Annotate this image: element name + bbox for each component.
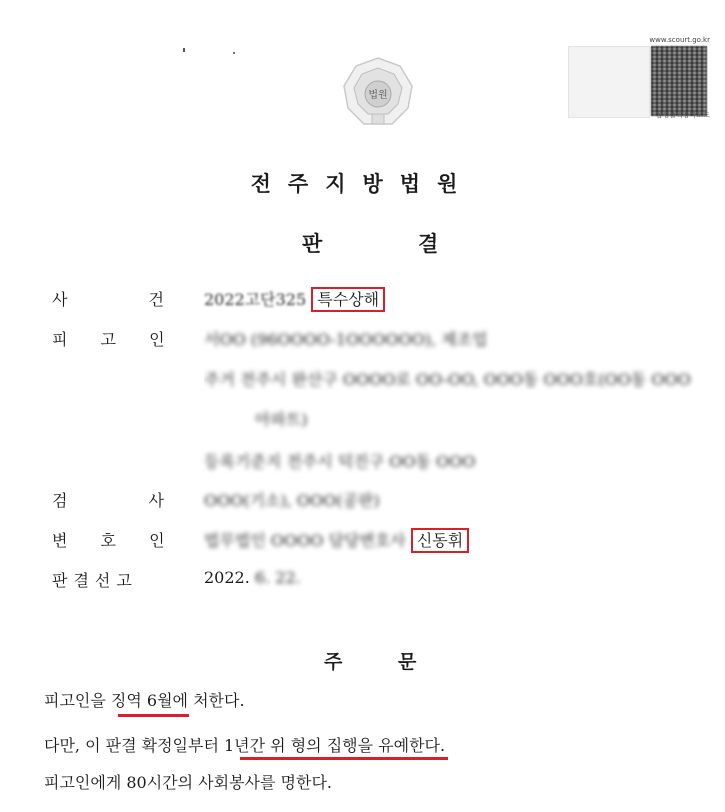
prosecutor-value: OOO(기소), OOO(공판) <box>204 491 380 510</box>
case-value <box>204 287 385 310</box>
prosecutor-label: 검 사 <box>52 491 202 510</box>
barcode-label: 음성출력용바코드 <box>655 111 710 119</box>
defendant-label: 피 고 인 <box>52 330 179 349</box>
verdict-date-label: 판결선고 <box>52 571 138 590</box>
order-line-1-underline <box>118 714 189 717</box>
barcode-field <box>568 46 650 118</box>
defense-name-highlight: 신동휘 <box>411 528 469 553</box>
verdict-date-value: 2022. 6. 22. <box>204 568 301 587</box>
title-right: 결 <box>418 231 439 256</box>
court-url: www.scourt.go.kr <box>649 36 710 44</box>
title-left: 판 <box>302 231 323 256</box>
defendant-line-3: 아파트) <box>255 410 308 429</box>
court-emblem <box>338 52 418 132</box>
defendant-line-4: 등록기준지 전주시 덕진구 OO동 OOO <box>204 452 476 471</box>
defendant-line-1: 서OO (96OOOO-1OOOOOO), 제조업 <box>204 330 488 349</box>
scan-mark <box>183 48 185 52</box>
defendant-line-2: 주거 전주시 완산구 OOOO로 OO-OO, OOO동 OOO호(OO동 OOO <box>204 370 691 389</box>
order-line-1: 피고인을 징역 6월에 처한다. <box>44 691 245 710</box>
scan-mark <box>233 52 235 54</box>
offense-highlight: 특수상해 <box>311 287 385 312</box>
case-number: 2022고단325 <box>204 290 307 309</box>
qr-code-icon <box>651 46 707 116</box>
order-line-3: 피고인에게 80시간의 사회봉사를 명한다. <box>44 773 332 792</box>
order-title-left: 주 <box>324 651 343 673</box>
order-line-2: 다만, 이 판결 확정일부터 1년간 위 형의 집행을 유예한다. <box>44 736 446 755</box>
order-line-2-underline <box>240 757 448 760</box>
defense-value: 법무법인 OOOO 담당변호사 신동휘 <box>204 528 469 551</box>
emblem-text: 법원 <box>368 90 388 101</box>
barcode-block <box>568 38 712 120</box>
court-name: 전주지방법원 <box>250 171 475 196</box>
defense-label: 변 호 인 <box>52 531 179 550</box>
order-title-right: 문 <box>398 651 417 673</box>
case-label: 사 건 <box>52 290 202 309</box>
